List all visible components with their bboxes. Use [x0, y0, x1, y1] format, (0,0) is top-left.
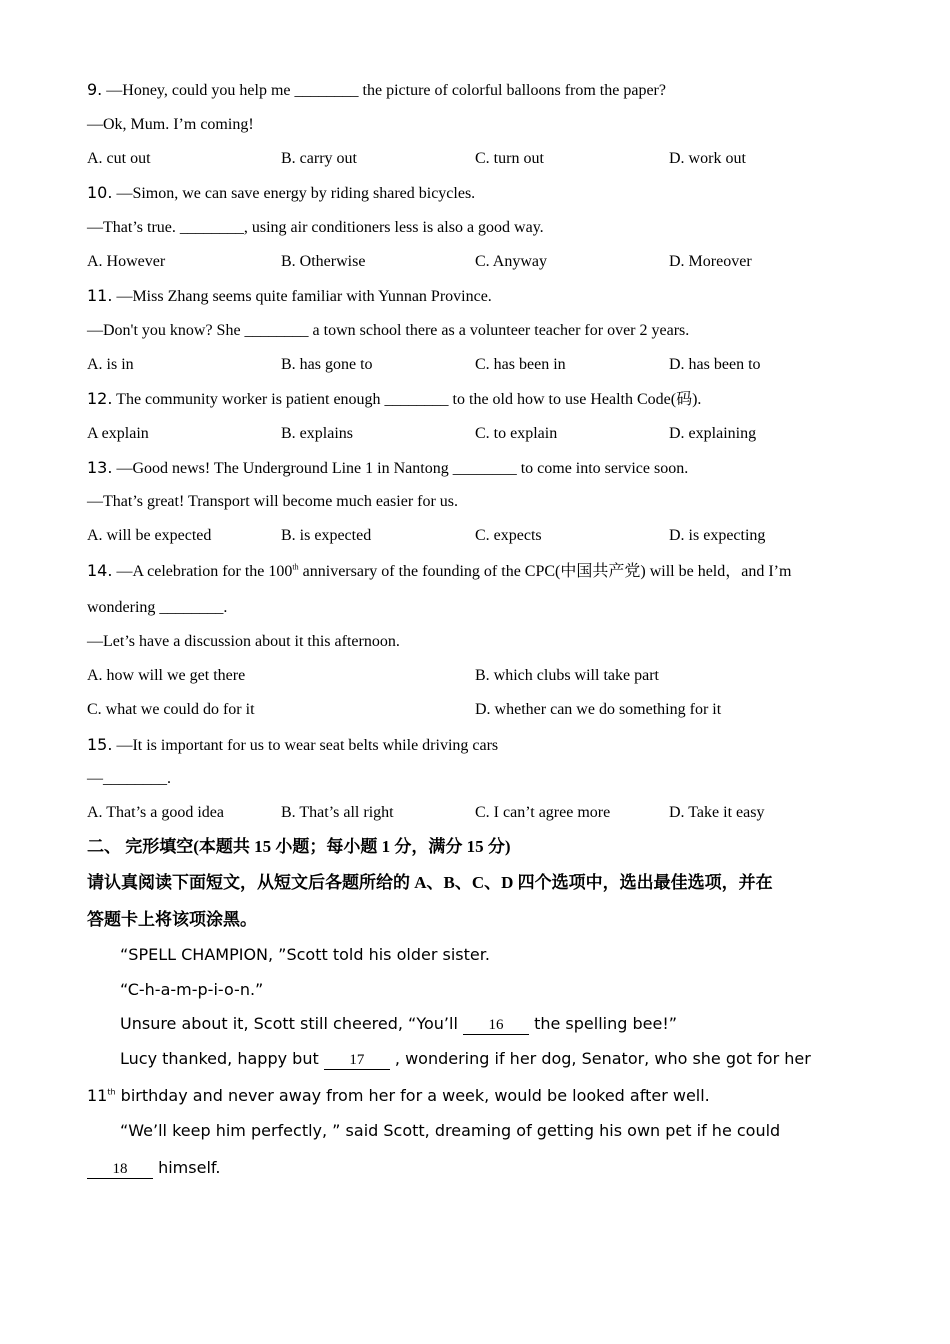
blank-16: 16	[463, 1016, 529, 1035]
passage-paragraph	[120, 1049, 811, 1070]
question-text: —Miss Zhang seems quite familiar with Yunnan Province.	[116, 288, 492, 305]
question-number: 10.	[87, 183, 113, 202]
option-a: A. will be expected	[87, 527, 212, 544]
question-15-reply: —________.	[87, 770, 171, 787]
question-14-cont: wondering ________.	[87, 599, 228, 616]
question-text: The community worker is patient enough ________ to the old how to use Health Code(码).	[116, 391, 702, 408]
option-d: D. has been to	[669, 356, 761, 373]
passage-paragraph-cont	[87, 1086, 710, 1106]
passage-text: Lucy thanked, happy but	[120, 1049, 324, 1068]
option-b: B. is expected	[281, 527, 372, 544]
passage-paragraph: “We’ll keep him perfectly, ” said Scott, dreaming of getting his own pet if he could	[120, 1121, 781, 1140]
option-c: C. what we could do for it	[87, 701, 255, 718]
passage-text: birthday and never away from her for a week, would be looked after well.	[115, 1086, 710, 1105]
option-b: B. which clubs will take part	[475, 667, 659, 684]
question-number: 12.	[87, 389, 113, 408]
option-d: D. Take it easy	[669, 804, 765, 821]
option-d: D. is expecting	[669, 527, 766, 544]
option-c: C. expects	[475, 527, 542, 544]
question-number: 15.	[87, 735, 113, 754]
question-10-reply: —That’s true. ________, using air conditioners less is also a good way.	[87, 219, 544, 236]
option-d: D. Moreover	[669, 253, 752, 270]
blank-17: 17	[324, 1051, 390, 1070]
passage-text: Unsure about it, Scott still cheered, “You’ll	[120, 1014, 463, 1033]
question-14	[87, 561, 791, 582]
question-text: —Simon, we can save energy by riding shared bicycles.	[116, 185, 476, 202]
option-b: B. carry out	[281, 150, 357, 167]
section-heading: 二、 完形填空(本题共 15 小题；每小题 1 分，满分 15 分)	[87, 837, 511, 856]
option-c: C. Anyway	[475, 253, 547, 270]
question-11	[87, 286, 492, 307]
question-text: —A celebration for the 100	[116, 563, 293, 580]
question-number: 9.	[87, 80, 103, 99]
option-c: C. to explain	[475, 425, 558, 442]
option-b: B. Otherwise	[281, 253, 366, 270]
passage-text: 11	[87, 1086, 108, 1105]
passage-text: , wondering if her dog, Senator, who she got for her	[389, 1049, 811, 1068]
section-instruction: 请认真阅读下面短文，从短文后各题所给的 A、B、C、D 四个选项中，选出最佳选项，并在	[87, 873, 773, 892]
superscript: th	[292, 562, 299, 572]
question-12	[87, 389, 701, 410]
question-10	[87, 183, 475, 204]
question-text-cont: anniversary of the founding of the CPC(中国共产党) will be held，and I’m	[298, 563, 792, 580]
superscript: th	[107, 1087, 116, 1097]
option-b: B. explains	[281, 425, 353, 442]
question-15	[87, 735, 498, 756]
option-a: A. cut out	[87, 150, 151, 167]
option-a: A. However	[87, 253, 166, 270]
option-d: D. work out	[669, 150, 746, 167]
option-a: A. how will we get there	[87, 667, 246, 684]
question-text: —Honey, could you help me ________ the picture of colorful balloons from the paper?	[106, 82, 666, 99]
passage-text: himself.	[153, 1158, 221, 1177]
passage-text: the spelling bee!”	[528, 1014, 678, 1033]
section-instruction-cont: 答题卡上将该项涂黑。	[87, 910, 257, 929]
question-11-reply: —Don't you know? She ________ a town school there as a volunteer teacher for over 2 years.	[87, 322, 690, 339]
blank-18: 18	[87, 1160, 153, 1179]
option-d: D. explaining	[669, 425, 757, 442]
question-number: 13.	[87, 458, 113, 477]
passage-paragraph-cont	[87, 1158, 220, 1179]
option-b: B. That’s all right	[281, 804, 394, 821]
option-b: B. has gone to	[281, 356, 373, 373]
option-d: D. whether can we do something for it	[475, 701, 722, 718]
option-c: C. I can’t agree more	[475, 804, 611, 821]
option-a: A. is in	[87, 356, 134, 373]
question-number: 14.	[87, 561, 113, 580]
option-c: C. has been in	[475, 356, 566, 373]
passage-paragraph	[120, 1014, 677, 1035]
question-13-reply: —That’s great! Transport will become much easier for us.	[87, 493, 459, 510]
option-c: C. turn out	[475, 150, 544, 167]
question-text: —Good news! The Underground Line 1 in Nantong ________ to come into service soon.	[116, 460, 689, 477]
passage-paragraph: “C-h-a-m-p-i-o-n.”	[120, 980, 264, 999]
question-9	[87, 80, 666, 101]
question-text: —It is important for us to wear seat belts while driving cars	[116, 737, 499, 754]
question-14-reply: —Let’s have a discussion about it this afternoon.	[87, 633, 400, 650]
question-13	[87, 458, 688, 479]
question-9-reply: —Ok, Mum. I’m coming!	[87, 116, 254, 133]
option-a: A. That’s a good idea	[87, 804, 225, 821]
option-a: A explain	[87, 425, 149, 442]
passage-paragraph: “SPELL CHAMPION, ”Scott told his older sister.	[120, 945, 490, 964]
question-number: 11.	[87, 286, 113, 305]
